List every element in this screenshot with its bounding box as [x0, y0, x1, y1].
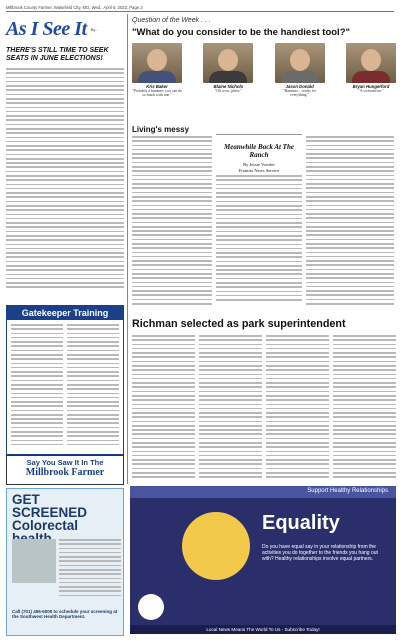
gatekeeper-title: Gatekeeper Training [7, 306, 123, 320]
ad-equality-title: Equality [262, 512, 340, 534]
person-photo [132, 43, 182, 83]
person-name: Bryan Hungerford [352, 84, 390, 89]
person-photo [203, 43, 253, 83]
ad-equality-question: Do you have equal say in your relationship from the activities you do together to the friends you hang out with? Healthy relationships involve equal partners. [262, 544, 378, 562]
ad-figure-circle [182, 512, 250, 580]
ad-logo [138, 594, 164, 620]
feature-source: Frontier News Service [238, 168, 280, 173]
qow-people [132, 43, 396, 123]
ad-paper-name: Millbrook Farmer [25, 467, 105, 478]
living-col-3 [306, 136, 394, 307]
ad-phone: Call (701) 456-6005 to schedule your screening at the Southwest Health Department. [12, 609, 118, 620]
living-col-2 [216, 175, 302, 303]
person-answer: "Hammer – works for everything." [283, 89, 317, 98]
column-divider [127, 14, 128, 484]
person-answer: "A screwdriver." [358, 89, 384, 93]
ad-top-bar [130, 486, 396, 498]
qow-question: "What do you consider to be the handiest tool?" [132, 27, 351, 38]
person-answer: "Oh wow, pliers." [214, 89, 242, 93]
column-byline: By... [90, 26, 99, 32]
richman-col-3 [266, 335, 329, 481]
living-col-1 [132, 136, 212, 307]
ad-headline: GET SCREENED Colorectal [12, 492, 88, 533]
column-logo [6, 14, 102, 44]
say-you-saw-it-ad[interactable] [6, 455, 124, 485]
richman-headline: Richman selected as park superintendent [132, 318, 346, 330]
column-brand: As I See It [6, 17, 87, 40]
richman-body [132, 335, 396, 481]
ad-support-text: Support Healthy Relationships [307, 487, 388, 494]
healthy-relationships-ad[interactable] [130, 486, 396, 634]
gatekeeper-col-2 [67, 324, 119, 448]
qow-person-3 [275, 43, 325, 123]
ad-tagline: Say You Saw It In The [26, 458, 104, 467]
richman-col-4 [333, 335, 396, 481]
qow-label: Question of the Week . . . [132, 17, 211, 24]
person-name: Kris Baker [146, 84, 168, 89]
person-photo [275, 43, 325, 83]
feature-author: By Jessie Vowder [243, 162, 275, 167]
gatekeeper-training-box [6, 305, 124, 455]
left-body-text [6, 68, 124, 291]
person-photo [346, 43, 396, 83]
left-headline: THERE'S STILL TIME TO SEEK SEATS IN JUNE ELECTIONS! [6, 47, 109, 62]
gatekeeper-col-1 [11, 324, 63, 448]
person-answer: "Probably a hammer, you can do so much with one." [132, 89, 182, 98]
feature-title: Meanwhile Back At The Ranch [224, 143, 294, 159]
richman-col-2 [199, 335, 262, 481]
colon-screening-ad[interactable] [6, 488, 124, 636]
person-name: Jason Donald [285, 84, 314, 89]
qow-person-2 [203, 43, 253, 123]
ad-body-text [59, 539, 121, 599]
person-name: Blaine Nichols [213, 84, 244, 89]
ad-footer: Local News Means The World To Us - Subscribe Today! [130, 625, 396, 634]
richman-col-1 [132, 335, 195, 481]
feature-box [216, 134, 302, 174]
living-title: Living's messy [132, 125, 190, 134]
qow-person-4 [346, 43, 396, 123]
page-masthead [6, 5, 394, 12]
qow-person-1 [132, 43, 182, 123]
ad-photo [12, 539, 56, 583]
masthead-left: Millbrook County Farmer, Wakefield City, MO, Wed., April 6, 2022, Page 2 [6, 5, 143, 10]
